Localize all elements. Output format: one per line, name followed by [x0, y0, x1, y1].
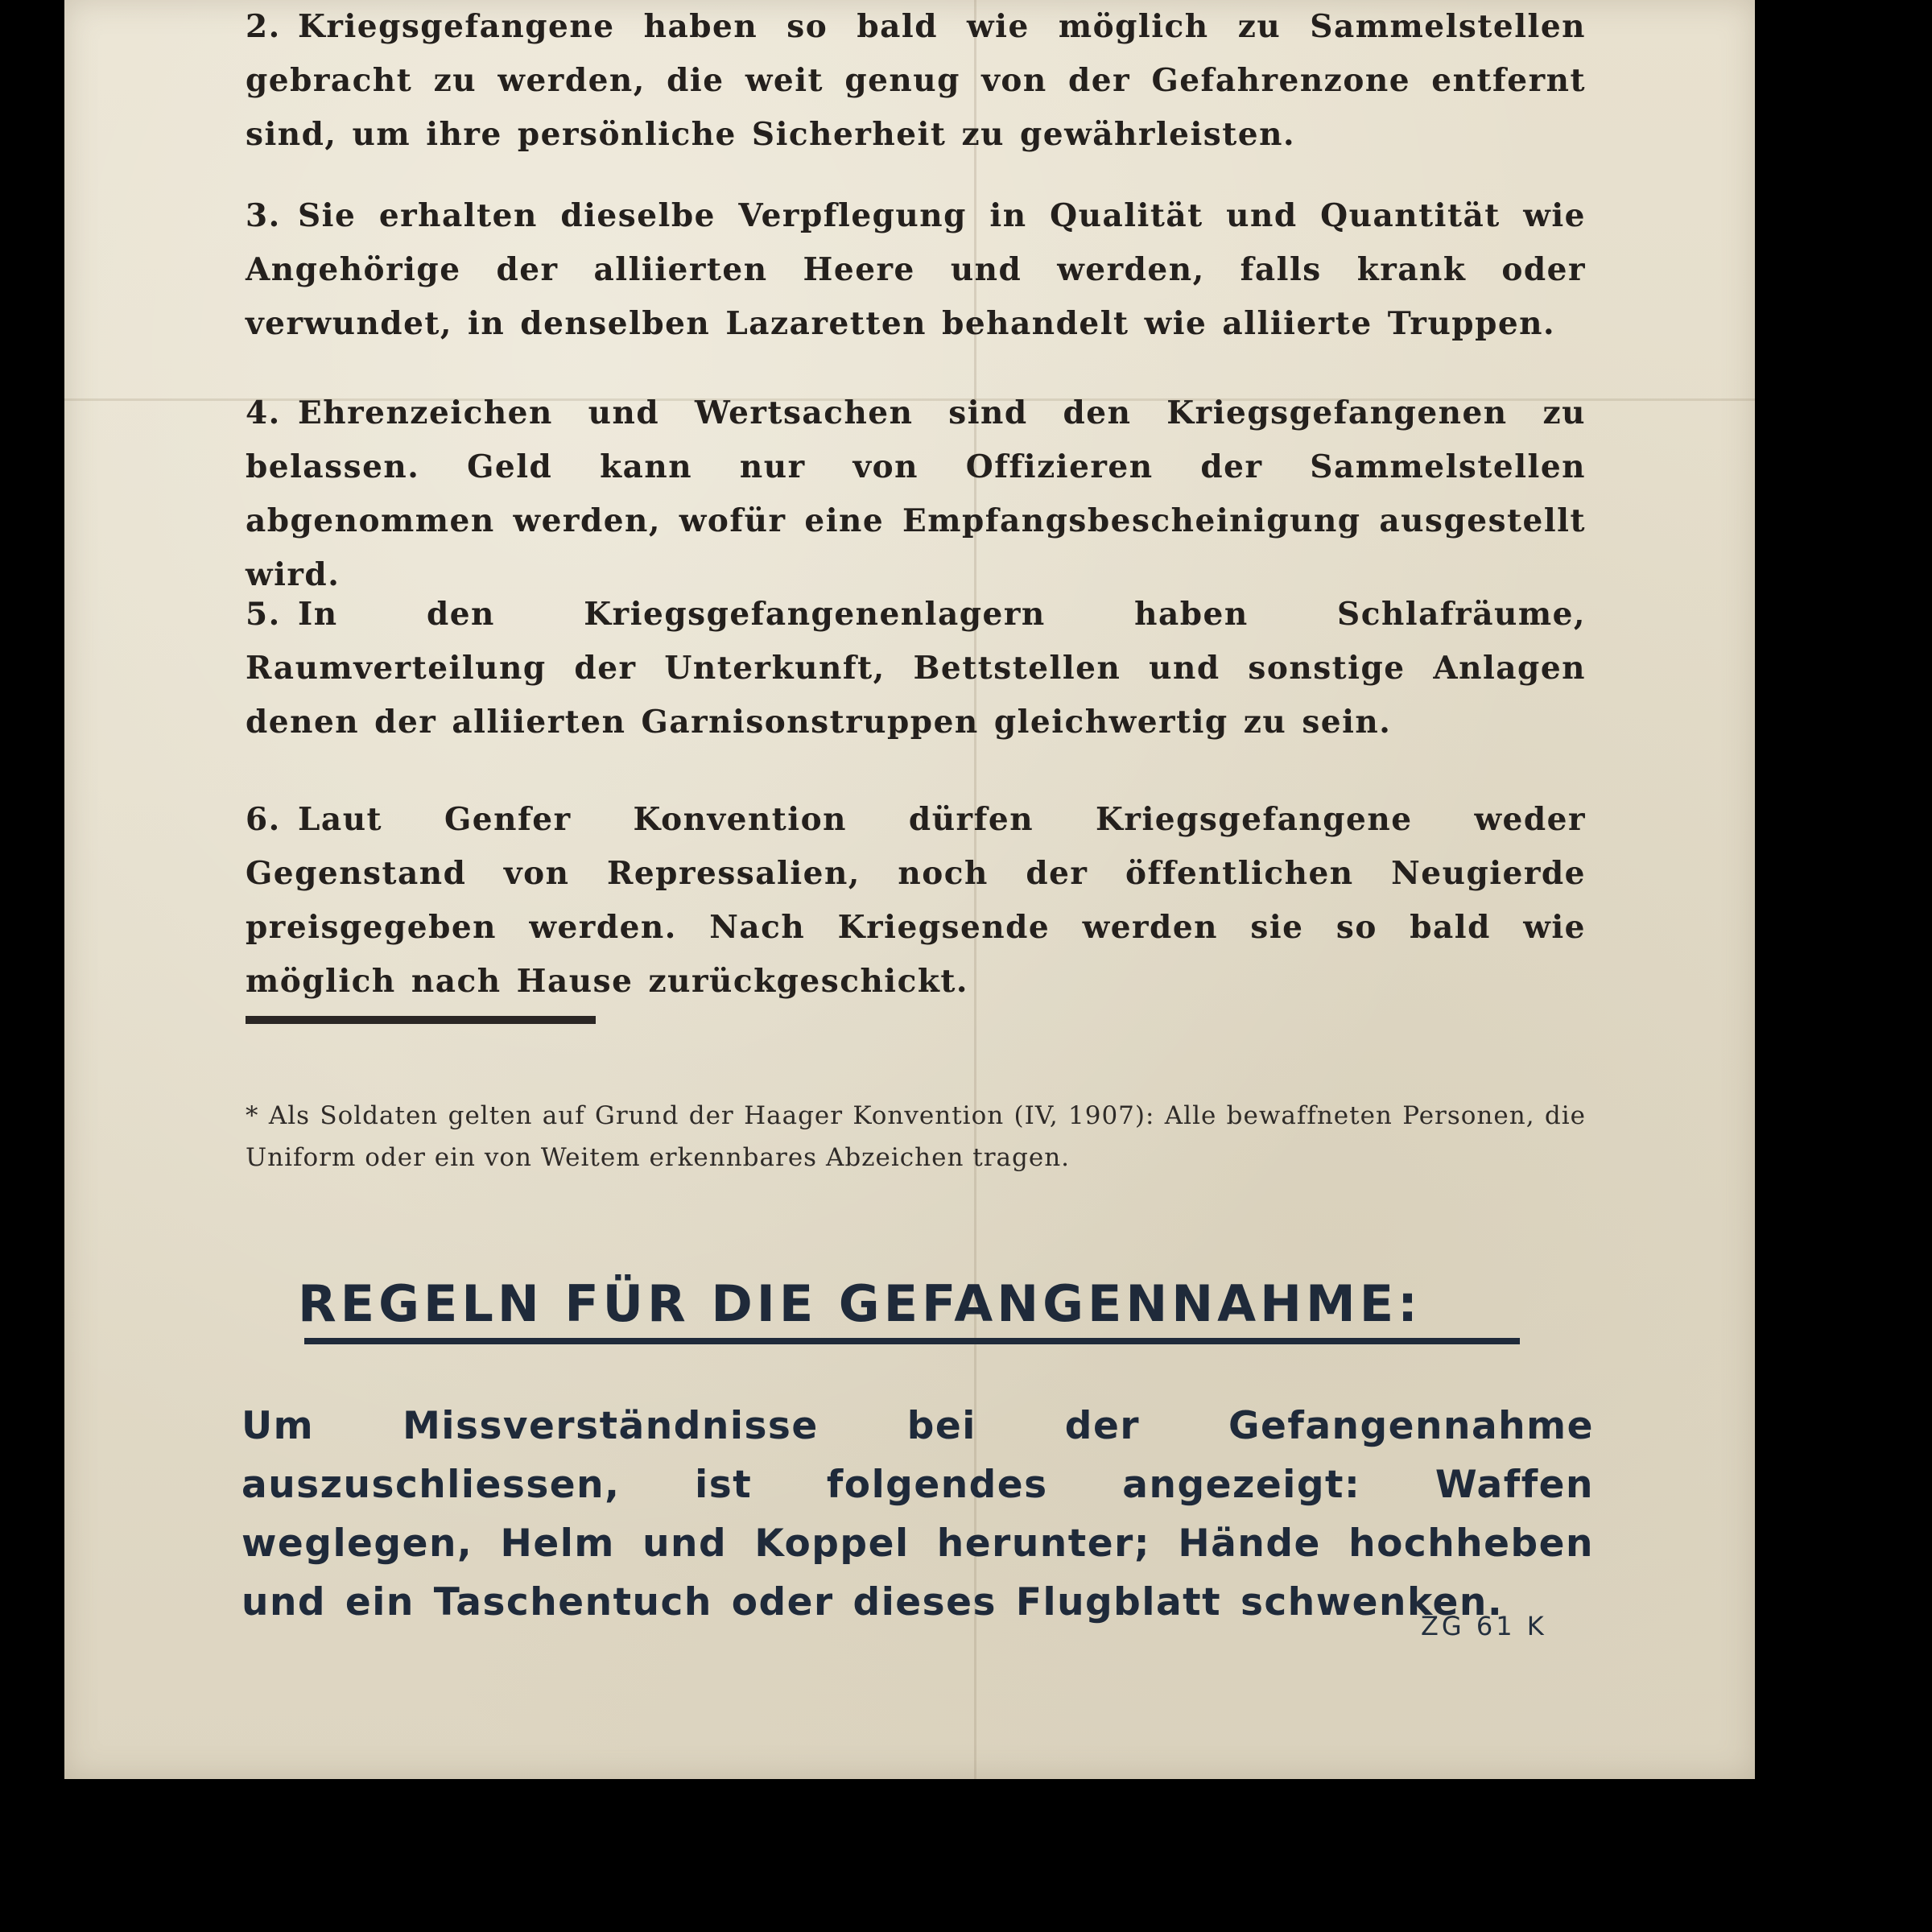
leaflet-code: ZG 61 K	[1421, 1611, 1547, 1641]
paragraph-number: 3.	[246, 197, 281, 234]
paragraph-6	[246, 793, 1586, 1009]
paragraph-4	[246, 386, 1586, 602]
paragraph-number: 2.	[246, 8, 281, 45]
paragraph-5	[246, 588, 1586, 749]
paragraph-text: In den Kriegsgefangenenlagern haben Schlafräume, Raumverteilung der Unterkunft, Bettstellen und sonstige Anlagen denen der alliierten Garnisonstruppen gleichwertig zu sein.	[246, 596, 1586, 741]
paragraph-text: Ehrenzeichen und Wertsachen sind den Kriegsgefangenen zu belassen. Geld kann nur von Offizieren der Sammelstellen abgenommen werden, wofür eine Empfangsbescheinigung ausgestellt wird.	[246, 394, 1586, 593]
paragraph-text: Kriegsgefangene haben so bald wie möglich zu Sammelstellen gebracht zu werden, die weit genug von der Gefahrenzone entfernt sind, um ihre persönliche Sicherheit zu gewährleisten.	[246, 8, 1586, 153]
paragraph-number: 5.	[246, 596, 281, 633]
leaflet-paper	[64, 0, 1755, 1779]
heading-underline	[304, 1338, 1520, 1344]
paragraph-number: 6.	[246, 801, 281, 838]
capture-rules-heading: REGELN FÜR DIE GEFANGENNAHME:	[298, 1274, 1422, 1333]
paragraph-3	[246, 189, 1586, 351]
capture-rules-text: Um Missverständnisse bei der Gefangennahme auszuschliessen, ist folgendes angezeigt: Waffen weglegen, Helm und Koppel herunter; Hände hochheben und ein Taschentuch oder dieses Flugblatt schwenken.	[242, 1404, 1594, 1624]
section-divider-rule	[246, 1016, 596, 1024]
paragraph-text: Laut Genfer Konvention dürfen Kriegsgefangene weder Gegenstand von Repressalien, noch der öffentlichen Neugierde preisgegeben werden. Nach Kriegsende werden sie so bald wie möglich nach Hause zurückgeschickt.	[246, 801, 1586, 1000]
paragraph-text: Sie erhalten dieselbe Verpflegung in Qualität und Quantität wie Angehörige der alliierten Heere und werden, falls krank oder verwundet, in denselben Lazaretten behandelt wie alliierte Truppen.	[246, 197, 1586, 342]
footnote: * Als Soldaten gelten auf Grund der Haager Konvention (IV, 1907): Alle bewaffneten Personen, die Uniform oder ein von Weitem erkennbares Abzeichen tragen.	[246, 1101, 1586, 1172]
paragraph-2	[246, 0, 1586, 162]
paragraph-number: 4.	[246, 394, 281, 431]
